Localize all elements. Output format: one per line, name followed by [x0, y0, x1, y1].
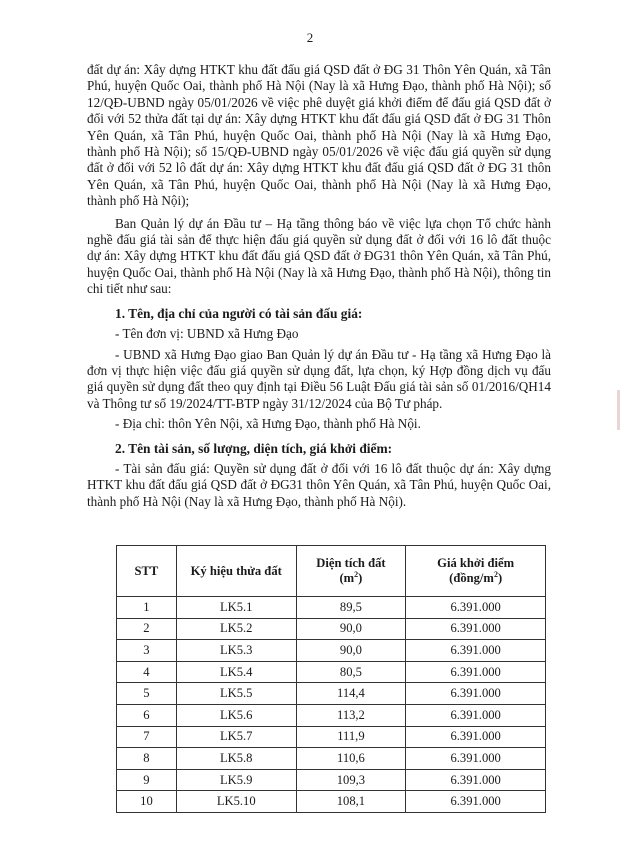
- header-area: [296, 546, 406, 597]
- table-row: [117, 683, 546, 705]
- cell-stt: 2: [117, 618, 177, 640]
- cell-area: 109,3: [296, 769, 406, 791]
- cell-area: 108,1: [296, 791, 406, 813]
- cell-price: 6.391.000: [406, 791, 546, 813]
- cell-price: 6.391.000: [406, 748, 546, 770]
- cell-price: 6.391.000: [406, 683, 546, 705]
- cell-area: 111,9: [296, 726, 406, 748]
- header-area-unit: (m: [339, 571, 355, 585]
- cell-lot: LK5.10: [176, 791, 296, 813]
- cell-stt: 6: [117, 704, 177, 726]
- section2-heading: 2. Tên tài sản, số lượng, diện tích, giá khởi điểm:: [115, 440, 393, 456]
- header-price-unit: (đồng/m: [449, 571, 494, 585]
- header-area-sup: 2: [354, 569, 359, 579]
- page-number: 2: [306, 30, 314, 45]
- table-row: [117, 597, 546, 619]
- table-row: [117, 618, 546, 640]
- unit-name: - Tên đơn vị: UBND xã Hưng Đạo: [115, 326, 299, 342]
- cell-lot: LK5.3: [176, 640, 296, 662]
- cell-lot: LK5.6: [176, 704, 296, 726]
- header-area-close: ): [358, 571, 363, 585]
- cell-lot: LK5.7: [176, 726, 296, 748]
- table-row: [117, 726, 546, 748]
- cell-area: 89,5: [296, 597, 406, 619]
- cell-price: 6.391.000: [406, 640, 546, 662]
- document-body: [87, 62, 551, 510]
- cell-area: 90,0: [296, 618, 406, 640]
- cell-price: 6.391.000: [406, 726, 546, 748]
- cell-lot: LK5.5: [176, 683, 296, 705]
- section1-heading: 1. Tên, địa chỉ của người có tài sản đấu giá:: [115, 305, 363, 321]
- cell-stt: 7: [117, 726, 177, 748]
- cell-area: 114,4: [296, 683, 406, 705]
- table-header-row: [117, 546, 546, 597]
- header-lot-text: Ký hiệu thửa đất: [190, 563, 282, 578]
- cell-area: 110,6: [296, 748, 406, 770]
- cell-stt: 1: [117, 597, 177, 619]
- cell-stt: 8: [117, 748, 177, 770]
- cell-area: 113,2: [296, 704, 406, 726]
- header-stt: STT: [117, 546, 177, 597]
- cell-lot: LK5.2: [176, 618, 296, 640]
- cell-lot: LK5.8: [176, 748, 296, 770]
- announcement-paragraph: Ban Quản lý dự án Đầu tư – Hạ tầng thông báo về việc lựa chọn Tổ chức hành nghề đấu giá tài sản để thực hiện đấu giá quyền sử dụng đất ở đối với 16 lô đất thuộc dự án: Xây dựng HTKT khu đất đấu giá QSD đất ở ĐG31 thôn Yên Quán, xã Tân Phú, huyện Quốc Oai, thành phố Hà Nội (Nay là xã Hưng Đạo, thành phố Hà Nội), thông tin chi tiết như sau:: [87, 215, 551, 297]
- table-row: [117, 704, 546, 726]
- cell-lot: LK5.1: [176, 597, 296, 619]
- intro-paragraph: đất dự án: Xây dựng HTKT khu đất đấu giá QSD đất ở ĐG 31 Thôn Yên Quán, xã Tân Phú, huyện Quốc Oai, thành phố Hà Nội (Nay là xã Hưng Đạo, thành phố Hà Nội); số 12/QĐ-UBND ngày 05/01/2026 về việc phê duyệt giá khởi điểm để đấu giá QSD đất ở đối với 52 thửa đất tại dự án: Xây dựng HTKT khu đất đấu giá QSD đất ở ĐG 31 Thôn Yên Quán, xã Tân Phú, huyện Quốc Oai, thành phố Hà Nội (Nay là xã Hưng Đạo, thành phố Hà Nội); số 15/QĐ-UBND ngày 05/01/2026 về việc đấu giá quyền sử dụng đất ở đối với 52 lô đất dự án: Xây dựng HTKT khu đất đấu giá QSD đất ở ĐG 31 thôn Yên Quán, xã Tân Phú, huyện Quốc Oai, thành phố Hà Nội (Nay là xã Hưng Đạo, thành phố Hà Nội);: [87, 62, 551, 209]
- cell-lot: LK5.4: [176, 661, 296, 683]
- table-row: [117, 748, 546, 770]
- header-price-text: Giá khởi điểm: [437, 556, 515, 570]
- table-row: [117, 791, 546, 813]
- header-area-text: Diện tích đất: [316, 556, 386, 570]
- cell-stt: 9: [117, 769, 177, 791]
- asset-table: [116, 545, 546, 813]
- cell-price: 6.391.000: [406, 597, 546, 619]
- cell-lot: LK5.9: [176, 769, 296, 791]
- cell-price: 6.391.000: [406, 704, 546, 726]
- asset-paragraph: - Tài sản đấu giá: Quyền sử dụng đất ở đối với 16 lô đất thuộc dự án: Xây dựng HTKT khu đất đấu giá QSD đất ở ĐG31 thôn Yên Quán, xã Tân Phú, huyện Quốc Oai, thành phố Hà Nội (Nay là xã Hưng Đạo, thành phố Hà Nội).: [87, 460, 551, 509]
- cell-price: 6.391.000: [406, 618, 546, 640]
- cell-area: 80,5: [296, 661, 406, 683]
- cell-stt: 10: [117, 791, 177, 813]
- header-lot: [176, 546, 296, 597]
- table-row: [117, 661, 546, 683]
- cell-price: 6.391.000: [406, 769, 546, 791]
- cell-stt: 3: [117, 640, 177, 662]
- table-row: [117, 769, 546, 791]
- cell-stt: 4: [117, 661, 177, 683]
- address-line: - Địa chỉ: thôn Yên Nội, xã Hưng Đạo, thành phố Hà Nội.: [115, 416, 421, 432]
- cell-stt: 5: [117, 683, 177, 705]
- cell-price: 6.391.000: [406, 661, 546, 683]
- delegation-paragraph: - UBND xã Hưng Đạo giao Ban Quản lý dự án Đầu tư - Hạ tầng xã Hưng Đạo là đơn vị thực hiện việc đấu giá quyền sử dụng đất, lựa chọn, ký Hợp đồng dịch vụ đấu giá quyền sử dụng đất theo quy định tại Điều 56 Luật Đấu giá tài sản số 01/2016/QH14 và Thông tư số 19/2024/TT-BTP ngày 31/12/2024 của Bộ Tư pháp.: [87, 346, 551, 411]
- header-price-close: ): [497, 571, 503, 585]
- header-price-sup: 2: [493, 569, 498, 579]
- header-price: [406, 546, 546, 597]
- cell-area: 90,0: [296, 640, 406, 662]
- table-row: [117, 640, 546, 662]
